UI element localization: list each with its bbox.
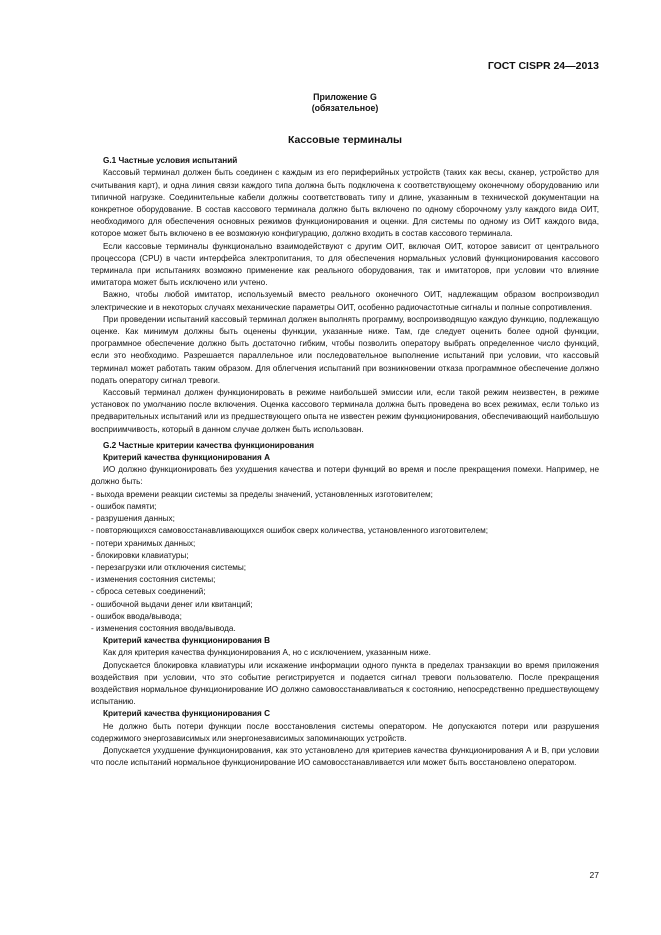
- criterion-a-heading: Критерий качества функционирования А: [103, 453, 271, 463]
- annex-status: (обязательное): [311, 103, 379, 113]
- criterion-a-list: [91, 489, 599, 635]
- standard-header: ГОСТ CISPR 24—2013: [487, 60, 599, 72]
- list-item: - ошибок памяти;: [91, 501, 157, 511]
- section-heading-g2: G.2 Частные критерии качества функционирования: [103, 440, 315, 450]
- list-item: - повторяющихся самовосстанавливающихся ошибок сверх количества, установленного изготовителем;: [91, 526, 489, 536]
- paragraph: Если кассовые терминалы функционально взаимодействуют с другим ОИТ, включая ОИТ, которое зависит от центрального процессора (CPU) в части интерфейса электропитания, то для обеспечения нормальных условий функционирования кассового терминала при испытаниях возможно применение как реального оборудования, так и имитаторов, при условии что влияние имитатора может быть исключено или учтено.: [91, 241, 599, 288]
- criterion-c-heading: Критерий качества функционирования С: [103, 709, 271, 719]
- list-item: - ошибок ввода/вывода;: [91, 611, 182, 621]
- list-item: - изменения состояния ввода/вывода.: [91, 623, 236, 633]
- paragraph: Кассовый терминал должен быть соединен с каждым из его периферийных устройств (таких как весы, сканер, устройство для считывания карт), и одна линия связи каждого типа должна быть подключена к соответствующему оконечному оборудованию или типичной нагрузке. Соединительные кабели должны соответствовать типу и длине, указанным в технической документации на конкретное оборудование. В состав кассового терминала должно быть включено по одному сборочному узлу каждого вида ОИТ, необходимого для обеспечения основных режимов функционирования и оценки. Для системы по одному из ОИТ каждого вида, которое может быть включено в ее возможную конфигурацию, должно входить в состав кассового терминала.: [91, 168, 599, 239]
- paragraph: Кассовый терминал должен функционировать в режиме наибольшей эмиссии или, если такой режим неизвестен, в режиме установок по умолчанию после включения. Оценка кассового терминала должна быть проведена во всех режимах, если только из предварительных испытаний или из предшествующего опыта не известен режим функционирования, обеспечивающий наибольшую восприимчивость, который в данном случае должен быть использован.: [91, 388, 599, 434]
- list-item: - выхода времени реакции системы за пределы значений, установленных изготовителем;: [91, 489, 433, 499]
- page-title: Кассовые терминалы: [288, 134, 402, 146]
- list-item: - сброса сетевых соединений;: [91, 587, 206, 597]
- page-body: [91, 92, 599, 769]
- paragraph: При проведении испытаний кассовый терминал должен выполнять программу, воспроизводящую каждую функцию, подлежащую оценке. Как минимум должны быть оценены функции, указанные ниже. Там, где следует оценить более одной функции, программное обеспечение должно быть достаточно гибким, чтобы позволить оператору выбрать определенное число функций, если это необходимо. Разрешается параллельное или последовательное выполнение испытаний при условии, что кассовый терминал может работать таким образом. Для облегчения испытаний при возникновении отказа программное обеспечение должно подать оператору сигнал тревоги.: [91, 314, 599, 385]
- list-item: - разрушения данных;: [91, 514, 175, 524]
- page-number: 27: [589, 870, 599, 880]
- paragraph: Как для критерия качества функционирования А, но с исключением, указанным ниже.: [103, 648, 431, 658]
- list-item: - потери хранимых данных;: [91, 538, 196, 548]
- list-item: - ошибочной выдачи денег или квитанций;: [91, 599, 253, 609]
- paragraph: Не должно быть потери функции после восстановления системы оператором. Не допускаются потери или разрушения содержимого энергозависимых или энергонезависимых запоминающих устройств.: [91, 721, 599, 743]
- section-heading-g1: G.1 Частные условия испытаний: [103, 156, 238, 166]
- criterion-b-heading: Критерий качества функционирования В: [103, 636, 271, 646]
- list-item: - блокировки клавиатуры;: [91, 550, 189, 560]
- paragraph: ИО должно функционировать без ухудшения качества и потери функций во время и после прекращения помехи. Например, не должно быть:: [91, 465, 599, 487]
- paragraph: Допускается блокировка клавиатуры или искажение информации одного пункта в пределах транзакции во время приложения воздействия при условии, что это событие регистрируется и подается сигнал тревоги пользователю. После прекращения воздействия нормальное функционирование ИО должно самовосстанавливаться к состоянию, непосредственно предшествующему испытанию.: [91, 660, 599, 707]
- paragraph: Важно, чтобы любой имитатор, используемый вместо реального оконечного ОИТ, надлежащим образом воспроизводил электрические и в некоторых случаях механические параметры ОИТ, особенно радиочастотные сигналы и полные сопротивления.: [91, 290, 599, 312]
- paragraph: Допускается ухудшение функционирования, как это установлено для критериев качества функционирования А и В, при условии что после испытаний нормальное функционирование ИО самовосстанавливается или может быть восстановлено оператором.: [91, 745, 599, 768]
- annex-title: Приложение G: [313, 92, 377, 102]
- list-item: - перезагрузки или отключения системы;: [91, 562, 247, 572]
- list-item: - изменения состояния системы;: [91, 575, 216, 585]
